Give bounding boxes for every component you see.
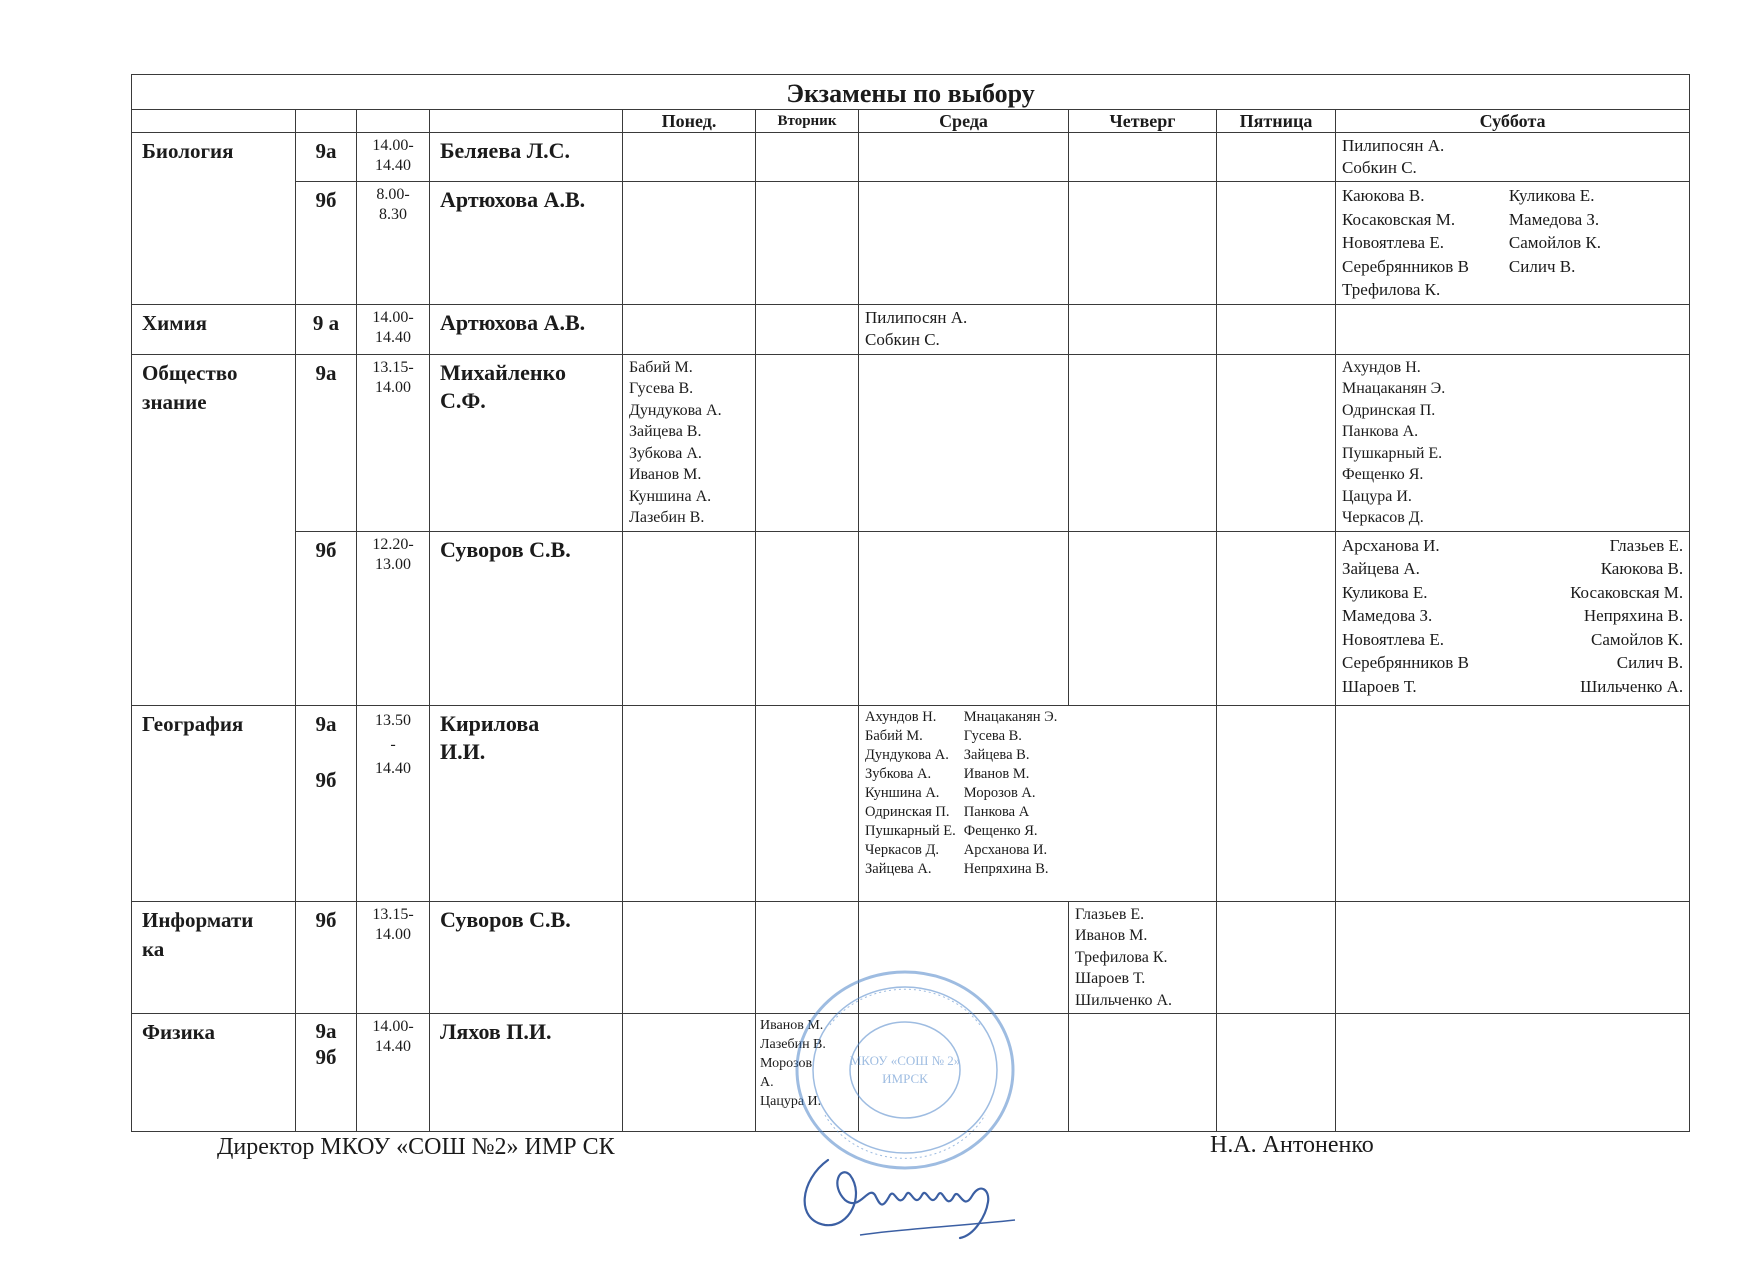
teacher-cell: Артюхова А.В.: [430, 304, 623, 354]
student-name: Мнацаканян Э.: [1342, 380, 1446, 397]
table-title: Экзамены по выбору: [132, 75, 1690, 110]
student-name: Мнацаканян Э.: [963, 708, 1058, 725]
student-name: Цацура И.: [1342, 487, 1412, 505]
student-name: Черкасов Д.: [1342, 509, 1424, 526]
class-cell: 9 а: [296, 304, 357, 354]
students-list: [1069, 901, 1217, 1014]
student-name: Зайцева А.: [865, 860, 932, 877]
header-friday: Пятница: [1217, 110, 1336, 133]
time-cell: 13.15- 14.00: [357, 354, 430, 531]
student-name: Косаковская М.: [1570, 582, 1684, 602]
class-cell: 9а 9б: [296, 1014, 357, 1132]
row-social-9a: [132, 354, 1690, 531]
student-name: Морозов: [760, 1056, 813, 1071]
student-name: Ахундов Н.: [865, 708, 937, 725]
row-social-9b: [132, 531, 1690, 705]
class-cell: 9б: [296, 531, 357, 705]
teacher-cell: Суворов С.В.: [430, 531, 623, 705]
students-list: [1336, 354, 1690, 531]
header-saturday: Суббота: [1336, 110, 1690, 133]
student-name: Фещенко Я.: [963, 822, 1038, 839]
student-name: Лазебин В.: [629, 509, 705, 526]
student-name: Зубкова А.: [629, 444, 702, 462]
student-name: Глазьев Е.: [1075, 905, 1145, 923]
student-name: Бабий М.: [629, 358, 693, 376]
student-name: Цацура И.: [760, 1094, 822, 1109]
student-name: Лазебин В.: [760, 1037, 826, 1052]
handwritten-signature: [790, 1140, 1030, 1240]
class-label: 9б: [315, 767, 337, 792]
student-name: Серебрянников В: [1342, 256, 1469, 276]
time-cell: 13.15- 14.00: [357, 901, 430, 1014]
student-name: Иванов М.: [1075, 927, 1148, 944]
teacher-cell: Ляхов П.И.: [430, 1014, 623, 1132]
student-name: Иванов М.: [760, 1018, 824, 1033]
student-name: Панкова А.: [1342, 423, 1419, 440]
row-chemistry: [132, 304, 1690, 354]
student-name: Силич В.: [1508, 256, 1576, 276]
student-name: Пушкарный Е.: [1342, 444, 1443, 462]
student-name: Бабий М.: [865, 727, 923, 744]
class-cell: [296, 705, 357, 901]
student-name: Собкин С.: [1342, 158, 1417, 177]
student-name: Фещенко Я.: [1342, 466, 1424, 483]
student-name: Мамедова З.: [1342, 606, 1433, 625]
student-name: Гусева В.: [963, 727, 1022, 744]
student-name: Каюкова В.: [1342, 186, 1425, 205]
time-cell: 14.00- 14.40: [357, 133, 430, 182]
student-name: Шильченко А.: [1075, 991, 1172, 1009]
class-cell: 9а: [296, 133, 357, 182]
student-name: Дундукова А.: [865, 746, 949, 763]
student-name: Новоятлева Е.: [1342, 629, 1444, 649]
subject-geography: География: [132, 705, 296, 901]
student-name: Иванов М.: [963, 765, 1030, 782]
student-name: Собкин С.: [865, 329, 940, 349]
student-name: Морозов А.: [963, 784, 1036, 801]
header-monday: Понед.: [623, 110, 756, 133]
director-name: Н.А. Антоненко: [1210, 1132, 1374, 1158]
teacher-cell: Михайленко С.Ф.: [430, 354, 623, 531]
time-cell: 12.20- 13.00: [357, 531, 430, 705]
students-list: [623, 354, 756, 531]
header-wednesday: Среда: [859, 110, 1069, 133]
teacher-cell: Суворов С.В.: [430, 901, 623, 1014]
student-name: Шароев Т.: [1075, 970, 1146, 987]
time-cell: 14.00- 14.40: [357, 1014, 430, 1132]
student-name: Глазьев Е.: [1609, 535, 1684, 555]
students-list: [1336, 133, 1690, 182]
student-name: Силич В.: [1616, 653, 1684, 672]
student-name: Непряхина В.: [1583, 606, 1684, 625]
student-name: Шароев Т.: [1342, 676, 1417, 696]
student-name: Косаковская М.: [1342, 209, 1456, 229]
students-list: [1336, 182, 1690, 305]
student-name: Мамедова З.: [1508, 209, 1600, 229]
student-name: Каюкова В.: [1600, 559, 1684, 578]
subject-chemistry: Химия: [132, 304, 296, 354]
stamp-text: ИМРСК: [882, 1071, 928, 1086]
class-cell: 9б: [296, 901, 357, 1014]
student-name: Самойлов К.: [1591, 629, 1684, 649]
student-name: Зайцева А.: [1342, 559, 1420, 578]
teacher-cell: Беляева Л.С.: [430, 133, 623, 182]
row-biology-9a: [132, 133, 1690, 182]
student-name: Серебрянников В: [1342, 653, 1469, 672]
student-name: Черкасов Д.: [865, 841, 940, 858]
class-cell: 9а: [296, 354, 357, 531]
students-list: [1336, 531, 1690, 705]
director-caption: Директор МКОУ «СОШ №2» ИМР СК: [217, 1134, 615, 1160]
student-name: Зайцева В.: [629, 423, 702, 440]
student-name: Трефилова К.: [1342, 280, 1441, 299]
class-cell: 9б: [296, 182, 357, 305]
row-biology-9b: [132, 182, 1690, 305]
student-name: Панкова А: [963, 803, 1030, 820]
time-cell: 13.50 - 14.40: [357, 705, 430, 901]
student-name: Трефилова К.: [1075, 948, 1168, 966]
stamp-text: МКОУ «СОШ № 2»: [849, 1053, 961, 1068]
header-thursday: Четверг: [1069, 110, 1217, 133]
header-tuesday: Вторник: [756, 110, 859, 133]
students-list: [859, 304, 1069, 354]
student-name: Непряхина В.: [963, 860, 1049, 877]
students-list: [859, 705, 1217, 901]
student-name: Куншина А.: [865, 784, 940, 801]
student-name: Куншина А.: [629, 487, 712, 505]
subject-informatics: Информати ка: [132, 901, 296, 1014]
time-cell: 8.00- 8.30: [357, 182, 430, 305]
teacher-cell: Артюхова А.В.: [430, 182, 623, 305]
student-name: Пушкарный Е.: [865, 822, 956, 839]
subject-physics: Физика: [132, 1014, 296, 1132]
student-name: Куликова Е.: [1508, 186, 1595, 205]
student-name: Гусева В.: [629, 380, 694, 397]
student-name: Одринская П.: [1342, 401, 1436, 419]
student-name: Иванов М.: [629, 466, 702, 483]
header-row: [132, 110, 1690, 133]
row-geography: [132, 705, 1690, 901]
student-name: Пилипосян А.: [1342, 136, 1445, 155]
student-name: Куликова Е.: [1342, 582, 1428, 602]
subject-biology: Биология: [132, 133, 296, 305]
student-name: Зайцева В.: [963, 746, 1030, 763]
teacher-cell: Кирилова И.И.: [430, 705, 623, 901]
student-name: Шильченко А.: [1580, 676, 1684, 696]
subject-social-studies: Общество знание: [132, 354, 296, 705]
time-cell: 14.00- 14.40: [357, 304, 430, 354]
class-label: 9а: [315, 711, 337, 736]
student-name: Арсханова И.: [1342, 535, 1440, 555]
student-name: Ахундов Н.: [1342, 358, 1421, 376]
student-name: Дундукова А.: [629, 401, 722, 419]
student-name: А.: [760, 1075, 774, 1090]
student-name: Одринская П.: [865, 803, 950, 820]
student-name: Новоятлева Е.: [1342, 233, 1444, 252]
student-name: Зубкова А.: [865, 765, 932, 782]
student-name: Самойлов К.: [1508, 233, 1602, 252]
student-name: Арсханова И.: [963, 841, 1048, 858]
student-name: Пилипосян А.: [865, 307, 968, 327]
